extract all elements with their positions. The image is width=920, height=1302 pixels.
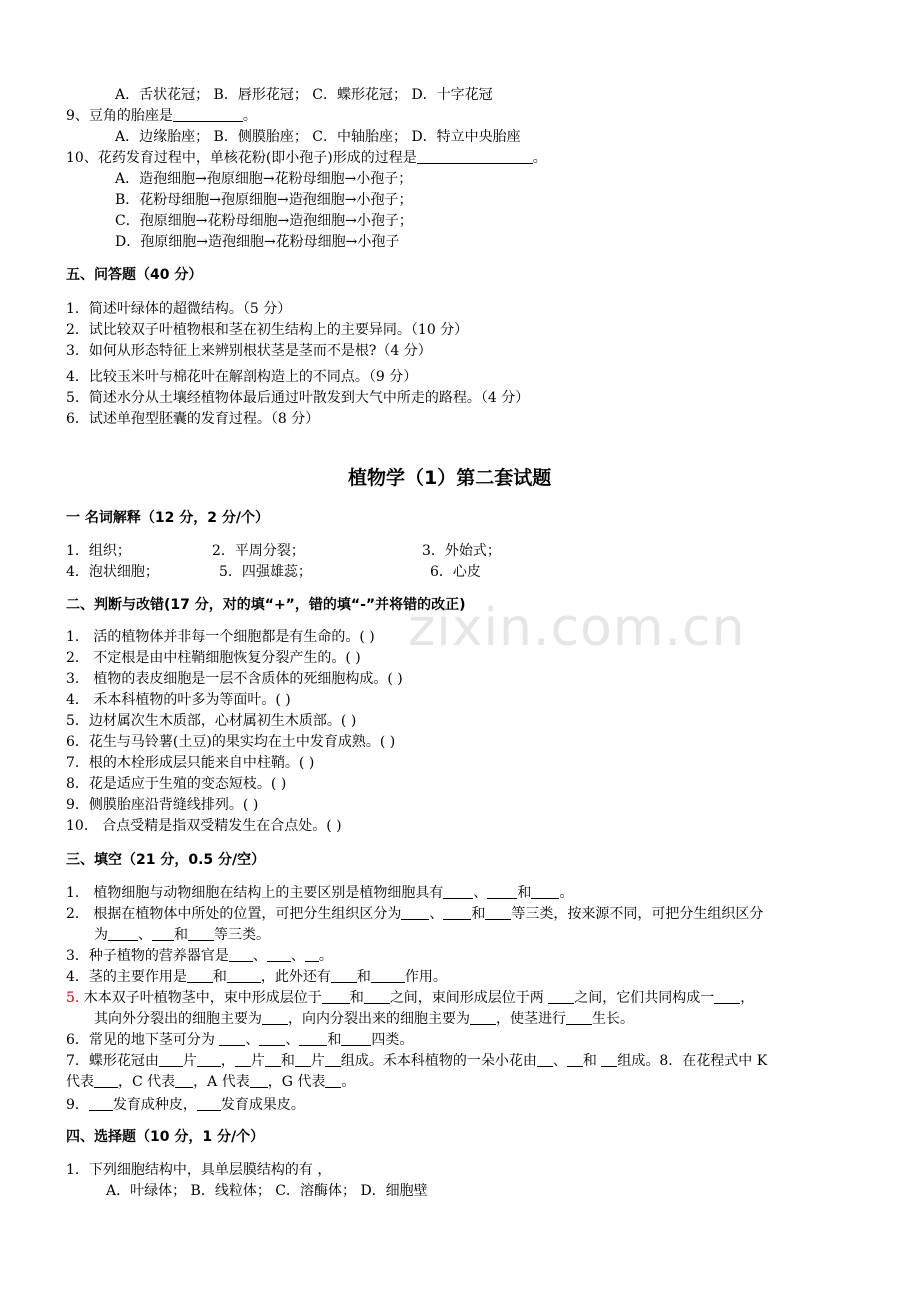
answer-blank xyxy=(537,1052,553,1067)
fill-item-cont xyxy=(94,1010,634,1028)
q9-stem xyxy=(66,107,257,125)
watermark: zixin.com.cn xyxy=(408,598,746,658)
q8-options: A．舌状花冠； B．唇形花冠； C．蝶形花冠； D．十字花冠 xyxy=(115,87,493,103)
text-segment: 2． 根据在植物体中所处的位置，可把分生组织区分为 xyxy=(66,906,402,922)
answer-blank xyxy=(417,149,533,164)
text-segment: ，G 代表 xyxy=(267,1074,326,1090)
answer-blank xyxy=(364,989,390,1004)
judge-item: 3． 植物的表皮细胞是一层不含质体的死细胞构成。( ) xyxy=(66,671,403,687)
text-segment: 、 xyxy=(473,885,488,901)
section4-title: 四、选择题（10 分，1 分/个） xyxy=(66,1129,265,1145)
fill-item-cont xyxy=(94,926,270,944)
answer-blank xyxy=(548,989,574,1004)
answer-blank xyxy=(259,1031,285,1046)
judge-item: 9．侧膜胎座沿背缝线排列。( ) xyxy=(66,797,259,813)
q10-end: 。 xyxy=(532,150,547,166)
answer-blank xyxy=(159,1052,183,1067)
answer-blank xyxy=(175,1073,193,1088)
q10-option-a: A．造孢细胞→孢原细胞→花粉母细胞→小孢子； xyxy=(115,171,413,187)
fill-item xyxy=(66,1052,767,1070)
answer-blank xyxy=(443,905,471,920)
text-segment: 和 xyxy=(356,969,371,985)
answer-blank xyxy=(235,1052,251,1067)
section5-item: 4．比较玉米叶与棉花叶在解剖构造上的不同点。（9 分） xyxy=(66,369,418,385)
text-segment: ，A 代表 xyxy=(193,1074,250,1090)
answer-blank xyxy=(567,1052,583,1067)
answer-blank xyxy=(485,905,511,920)
fill-item xyxy=(66,968,447,986)
judge-item: 7．根的木栓形成层只能来自中柱鞘。( ) xyxy=(66,755,315,771)
text-segment: ， xyxy=(220,1053,235,1069)
text-segment: 片 xyxy=(182,1053,197,1069)
text-segment: 6．常见的地下茎可分为 xyxy=(66,1032,220,1048)
q10-option-c: C．孢原细胞→花粉母细胞→造孢细胞→小孢子； xyxy=(115,213,413,229)
answer-blank xyxy=(173,107,243,122)
section5-item: 2．试比较双子叶植物根和茎在初生结构上的主要异同。（10 分） xyxy=(66,322,469,338)
term-item: 1．组织； xyxy=(66,543,131,559)
text-segment: 1． 植物细胞与动物细胞在结构上的主要区别是植物细胞具有 xyxy=(66,885,444,901)
text-segment: 其向外分裂出的细胞主要为 xyxy=(94,1011,262,1027)
answer-blank xyxy=(265,1052,281,1067)
text-segment: 为 xyxy=(94,927,108,943)
text-segment: 和 xyxy=(280,1053,295,1069)
text-segment: 3．种子植物的营养器官是 xyxy=(66,948,229,964)
judge-item: 1． 活的植物体并非每一个细胞都是有生命的。( ) xyxy=(66,629,375,645)
q10-option-d: D．孢原细胞→造孢细胞→花粉母细胞→小孢子 xyxy=(115,234,400,250)
fill-item xyxy=(66,989,754,1007)
text-segment: 四类。 xyxy=(371,1032,414,1048)
q10-stem xyxy=(66,149,547,167)
term-item: 3．外始式； xyxy=(422,543,501,559)
answer-blank xyxy=(250,1073,268,1088)
section2-title: 二、判断与改错(17 分，对的填“+”，错的填“-”并将错的改正) xyxy=(66,597,466,613)
text-segment: 发育成种皮， xyxy=(112,1097,197,1113)
text-segment: 片 xyxy=(310,1053,325,1069)
text-segment: 9． xyxy=(66,1097,89,1113)
judge-item: 6．花生与马铃薯(土豆)的果实均在土中发育成熟。( ) xyxy=(66,734,396,750)
answer-blank xyxy=(89,1096,113,1111)
fill-item xyxy=(66,1096,305,1114)
answer-blank xyxy=(487,884,517,899)
text-segment: 、 xyxy=(290,948,305,964)
text-segment: 、 xyxy=(285,1032,300,1048)
term-item: 5．四强雄蕊； xyxy=(219,564,312,580)
choice-q1-options: A．叶绿体； B．线粒体； C．溶酶体； D．细胞壁 xyxy=(106,1183,428,1199)
text-segment: 片 xyxy=(250,1053,265,1069)
text-segment: 发育成果皮。 xyxy=(220,1097,305,1113)
fill-item xyxy=(66,884,573,902)
answer-blank xyxy=(267,947,291,962)
text-segment: 等三类。 xyxy=(214,927,270,943)
text-segment: 和 xyxy=(582,1053,602,1069)
answer-blank xyxy=(197,1052,221,1067)
answer-blank xyxy=(566,1010,592,1025)
text-segment: 作用。 xyxy=(404,969,447,985)
answer-blank xyxy=(443,884,473,899)
fill-item-cont xyxy=(66,1073,355,1091)
fill-item xyxy=(66,947,333,965)
q9-options: A．边缘胎座； B．侧膜胎座； C．中轴胎座； D．特立中央胎座 xyxy=(115,129,521,145)
text-segment: 和 xyxy=(471,906,486,922)
text-segment: 代表 xyxy=(66,1074,94,1090)
fill-item xyxy=(66,1031,413,1049)
answer-blank xyxy=(152,926,174,941)
text-segment: 和 xyxy=(349,990,364,1006)
answer-blank xyxy=(187,968,213,983)
text-segment: 4．茎的主要作用是 xyxy=(66,969,187,985)
answer-blank xyxy=(219,1031,245,1046)
q10-option-b: B．花粉母细胞→孢原细胞→造孢细胞→小孢子； xyxy=(115,192,413,208)
answer-blank xyxy=(188,926,214,941)
term-item: 2．平周分裂； xyxy=(212,543,305,559)
text-segment: 生长。 xyxy=(592,1011,634,1027)
answer-blank xyxy=(325,1052,341,1067)
text-segment: 和 xyxy=(212,969,227,985)
text-segment: 和 xyxy=(327,1032,342,1048)
answer-blank xyxy=(371,968,405,983)
answer-blank xyxy=(94,1073,118,1088)
text-segment: 等三类，按来源不同，可把分生组织区分 xyxy=(511,906,764,922)
text-segment: ， xyxy=(740,990,755,1006)
answer-blank xyxy=(331,968,357,983)
text-segment: 。 xyxy=(318,948,333,964)
judge-item: 8．花是适应于生殖的变态短枝。( ) xyxy=(66,776,287,792)
judge-item: 2． 不定根是由中柱鞘细胞恢复分裂产生的。( ) xyxy=(66,650,361,666)
answer-blank xyxy=(325,1073,341,1088)
text-segment: 、 xyxy=(429,906,444,922)
text-segment: ，向内分裂出来的细胞主要为 xyxy=(288,1011,470,1027)
answer-blank xyxy=(299,1031,327,1046)
term-item: 4．泡状细胞； xyxy=(66,564,159,580)
text-segment: 之间，它们共同构成一 xyxy=(574,990,715,1006)
q10-text: 10、花药发育过程中，单核花粉(即小孢子)形成的过程是 xyxy=(66,150,417,166)
answer-blank xyxy=(601,1052,617,1067)
text-segment: 、 xyxy=(252,948,267,964)
text-segment: 、 xyxy=(138,927,152,943)
answer-blank xyxy=(531,884,559,899)
fill-item xyxy=(66,905,763,923)
exam-title: 植物学（1）第二套试题 xyxy=(348,467,552,489)
judge-item: 10． 合点受精是指双受精发生在合点处。( ) xyxy=(66,818,342,834)
q9-text: 9、豆角的胎座是 xyxy=(66,108,173,124)
answer-blank xyxy=(341,1031,371,1046)
section5-item: 5．简述水分从土壤经植物体最后通过叶散发到大气中所走的路程。（4 分） xyxy=(66,390,530,406)
answer-blank xyxy=(229,947,253,962)
answer-blank xyxy=(108,926,138,941)
judge-item: 5．边材属次生木质部，心材属初生木质部。( ) xyxy=(66,713,357,729)
text-segment: 。 xyxy=(341,1074,356,1090)
section5-item: 1．简述叶绿体的超微结构。（5 分） xyxy=(66,301,292,317)
answer-blank xyxy=(262,1010,288,1025)
answer-blank xyxy=(295,1052,311,1067)
section1-title: 一 名词解释（12 分，2 分/个） xyxy=(66,510,269,526)
answer-blank xyxy=(401,905,429,920)
text-segment: 组成。禾本科植物的一朵小花由 xyxy=(340,1053,537,1069)
answer-blank xyxy=(227,968,261,983)
text-segment: 和 xyxy=(517,885,532,901)
term-item: 6．心皮 xyxy=(430,564,481,580)
section5-title: 五、问答题（40 分） xyxy=(66,267,203,283)
text-segment: ，C 代表 xyxy=(118,1074,176,1090)
q9-end: 。 xyxy=(242,108,257,124)
item-number-red: 5. xyxy=(66,990,80,1006)
text-segment: ，使茎进行 xyxy=(496,1011,566,1027)
text-segment: ，此外还有 xyxy=(260,969,331,985)
judge-item: 4． 禾本科植物的叶多为等面叶。( ) xyxy=(66,692,291,708)
answer-blank xyxy=(322,989,350,1004)
answer-blank xyxy=(197,1096,221,1111)
section5-item: 6．试述单孢型胚囊的发育过程。（8 分） xyxy=(66,411,320,427)
section5-item: 3．如何从形态特征上来辨别根状茎是茎而不是根?（4 分） xyxy=(66,343,432,359)
text-segment: 7．蝶形花冠由 xyxy=(66,1053,159,1069)
text-segment: 组成。8．在花程式中 K xyxy=(617,1053,768,1069)
answer-blank xyxy=(470,1010,496,1025)
section3-title: 三、填空（21 分，0.5 分/空） xyxy=(66,852,266,868)
choice-q1: 1．下列细胞结构中，具单层膜结构的有 ， xyxy=(66,1162,332,1178)
text-segment: 之间，束间形成层位于两 xyxy=(389,990,549,1006)
text-segment: 。 xyxy=(559,885,574,901)
answer-blank xyxy=(305,947,319,962)
text-segment: 、 xyxy=(245,1032,260,1048)
answer-blank xyxy=(714,989,740,1004)
text-segment: 、 xyxy=(552,1053,567,1069)
text-segment: 木本双子叶植物茎中，束中形成层位于 xyxy=(79,990,322,1006)
text-segment: 和 xyxy=(174,927,188,943)
